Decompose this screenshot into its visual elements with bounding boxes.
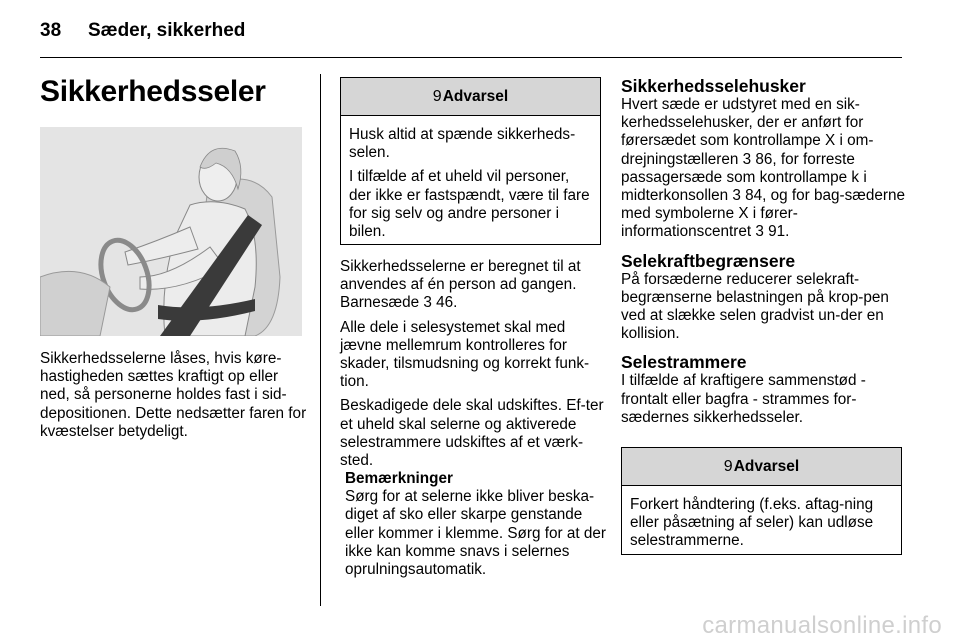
- body-paragraph: På forsæderne reducerer selekraft-begrænserne belastningen på krop-pen ved at slække selen gradvist un-der en kollision.: [621, 270, 889, 343]
- warning-icon: 9: [723, 457, 733, 475]
- warning-header: [622, 448, 901, 486]
- body-paragraph: Beskadigede dele skal udskiftes. Ef-ter et uheld skal selerne og aktiverede selestrammere udskiftes af et værk-sted.: [340, 397, 604, 470]
- body-paragraph: I tilfælde af kraftigere sammenstød - frontalt eller bagfra - strammes for-sædernes sikkerhedsseler.: [621, 372, 866, 426]
- watermark: carmanualsonline.info: [702, 612, 942, 639]
- note-text: Sørg for at selerne ikke bliver beska-diget af sko eller skarpe genstande eller kommer i klemme. Sørg for at der ikke kan komme snavs i selernes oprulningsautomatik.: [345, 488, 606, 579]
- section-heading: Selekraftbegrænsere: [621, 250, 796, 271]
- warning-header: [341, 78, 600, 116]
- header-rule: [40, 57, 902, 58]
- body-paragraph: Alle dele i selesystemet skal med jævne mellemrum kontrolleres for skader, tilsmudsning og korrekt funk-tion.: [340, 318, 590, 391]
- left-paragraph: Sikkerhedsselerne låses, hvis køre-hastigheden sættes kraftigt op eller ned, så personerne holdes fast i sid-depositionen. Dette nedsætter faren for kvæstelser betydeligt.: [40, 350, 307, 440]
- warning-paragraph: I tilfælde af et uheld vil personer, der ikke er fastspændt, være til fare for sig selv og andre personer i bilen.: [349, 168, 590, 241]
- warning-paragraph: Husk altid at spænde sikkerheds-selen.: [349, 126, 576, 162]
- page-number: 38: [40, 20, 62, 41]
- seatbelt-driver-illustration-icon: [40, 127, 302, 336]
- warning-body: [622, 486, 901, 559]
- body-paragraph: Hvert sæde er udstyret med en sik-kerhedsselehusker, der er anført for førersædet som kontrollampe X i om-drejningstælleren 3 86, for forreste passagersæde som kontrollampe k i midterkonsollen 3 84, og for bag-sæderne med symbolerne X i fører-informationscentret 3 91.: [621, 96, 906, 241]
- right-column: [621, 77, 906, 437]
- warning-label: Advarsel: [442, 87, 509, 105]
- warning-box: [340, 77, 601, 245]
- section-heading: Selestrammere: [621, 352, 747, 373]
- warning-paragraph: Forkert håndtering (f.eks. aftag-ning eller påsætning af seler) kan udløse selestrammerne.: [630, 496, 874, 550]
- note-block: [345, 470, 607, 579]
- note-heading: Bemærkninger: [345, 470, 453, 487]
- body-paragraph: Sikkerhedsselerne er beregnet til at anvendes af én person ad gangen. Barnesæde 3 46.: [340, 258, 581, 312]
- page-title: Sikkerhedsseler: [40, 75, 266, 108]
- warning-icon: 9: [432, 87, 442, 105]
- section-heading: Sikkerhedsselehusker: [621, 76, 806, 96]
- section-title: Sæder, sikkerhed: [88, 20, 246, 41]
- warning-body: [341, 116, 600, 249]
- column-divider: [320, 74, 321, 606]
- warning-box: [621, 447, 902, 555]
- middle-text: [340, 258, 606, 476]
- warning-label: Advarsel: [733, 457, 800, 475]
